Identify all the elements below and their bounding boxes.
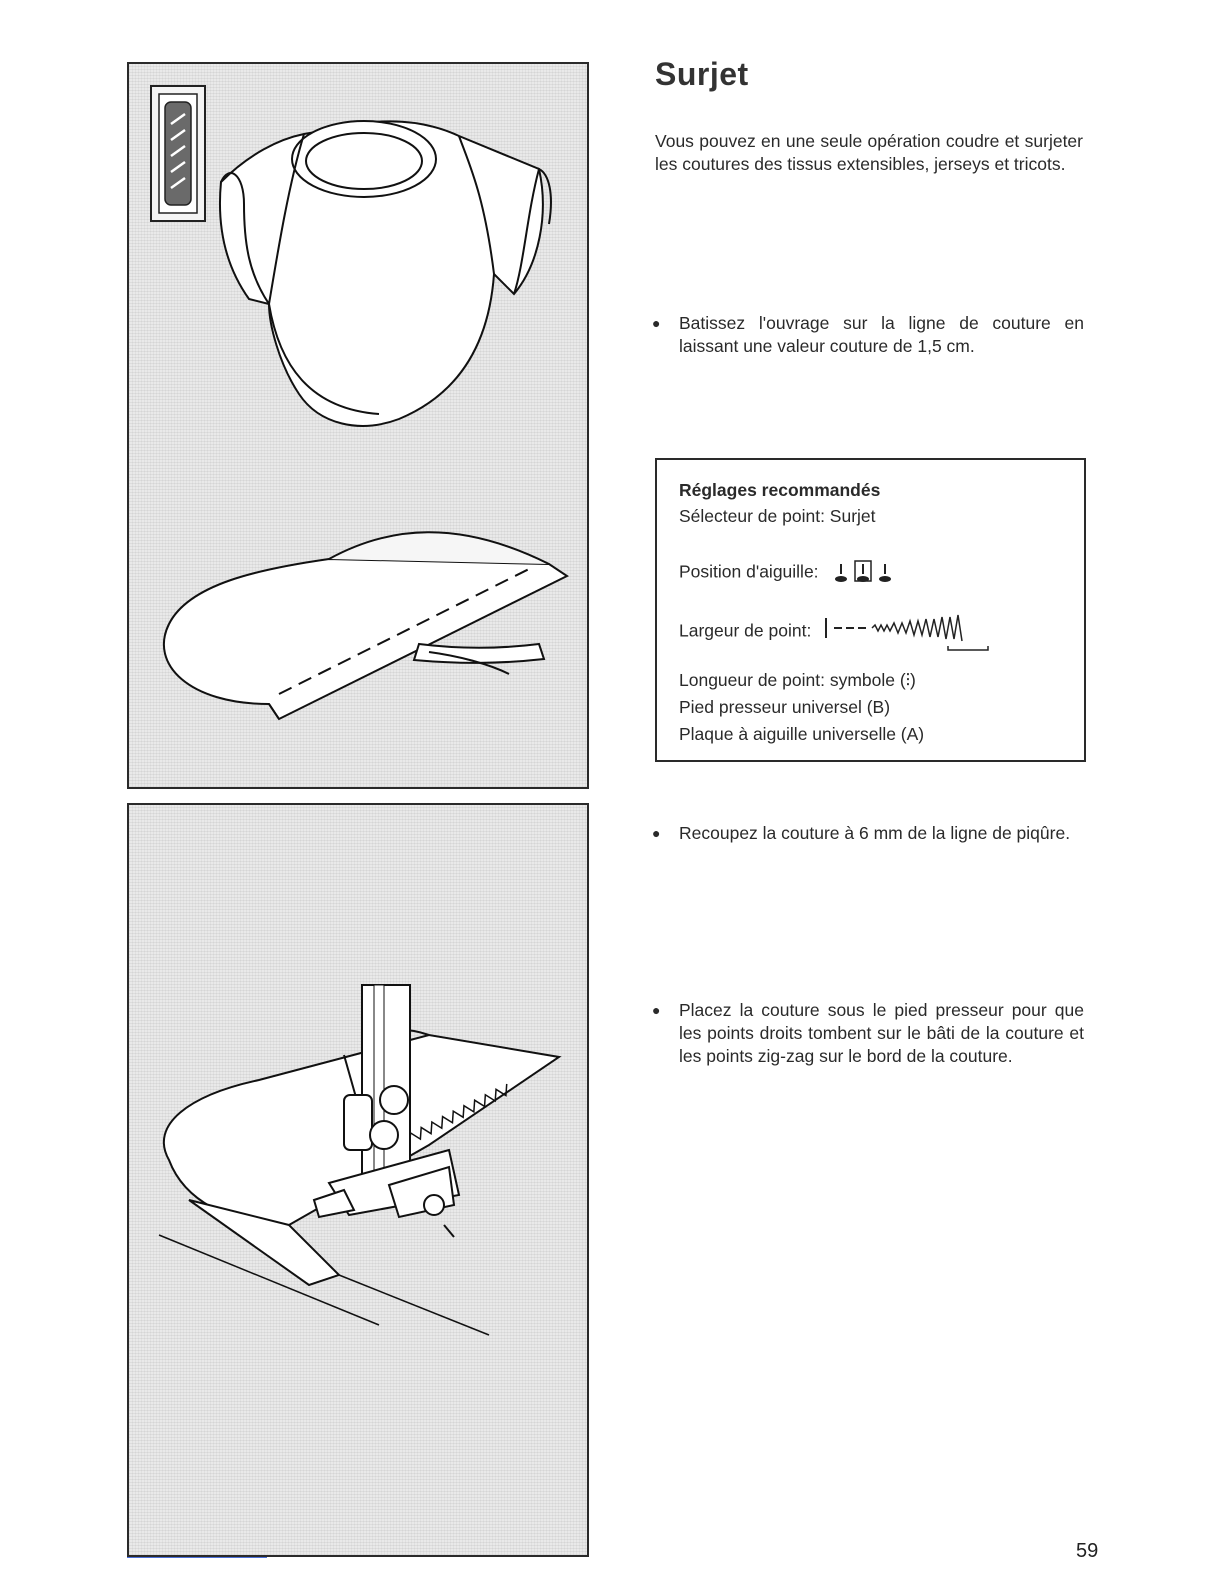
sewing-machine-foot-illustration <box>159 985 559 1335</box>
page-number: 59 <box>1076 1540 1099 1562</box>
needle-position-label: Position d'aiguille: <box>679 561 819 582</box>
presser-foot-setting: Pied presseur universel (B) <box>679 697 891 717</box>
illustration-panel-top <box>127 62 589 789</box>
overlock-stitch-icon <box>151 86 205 221</box>
illustration-top-svg <box>129 64 587 787</box>
footer-rule <box>127 1557 267 1558</box>
page-title: Surjet <box>655 56 749 92</box>
intro-paragraph: Vous pouvez en une seule opération coudre et surjeter les coutures des tissus extensibles, jerseys et tricots. <box>655 131 1083 174</box>
list-item <box>652 999 1084 1068</box>
bullet-icon: ● <box>652 315 661 331</box>
stitch-selector-setting: Sélecteur de point: Surjet <box>679 506 876 526</box>
stitch-width-setting <box>679 612 1002 652</box>
stitch-width-label: Largeur de point: <box>679 620 812 641</box>
step-text: Batissez l'ouvrage sur la ligne de couture en laissant une valeur couture de 1,5 cm. <box>679 313 1084 356</box>
illustration-bottom-svg <box>129 805 587 1555</box>
stitch-length-setting: Longueur de point: symbole (⫶) <box>679 670 916 690</box>
sweater-illustration <box>220 121 551 426</box>
bullet-icon: ● <box>652 825 661 841</box>
settings-box <box>655 458 1086 762</box>
illustration-panel-bottom <box>127 803 589 1557</box>
list-item <box>652 822 1084 845</box>
step-text: Placez la couture sous le pied presseur pour que les points droits tombent sur le bâti de la couture et les points zig-zag sur le bord de la couture. <box>679 1000 1084 1066</box>
settings-title: Réglages recommandés <box>679 480 881 500</box>
bullet-icon: ● <box>652 1002 661 1018</box>
stitch-width-scale-icon <box>822 612 1002 652</box>
needle-position-icon <box>829 560 899 586</box>
step-text: Recoupez la couture à 6 mm de la ligne de piqûre. <box>679 823 1071 843</box>
needle-plate-setting: Plaque à aiguille universelle (A) <box>679 724 925 744</box>
seam-illustration <box>164 532 567 719</box>
needle-position-setting <box>679 560 899 586</box>
list-item <box>652 312 1084 358</box>
